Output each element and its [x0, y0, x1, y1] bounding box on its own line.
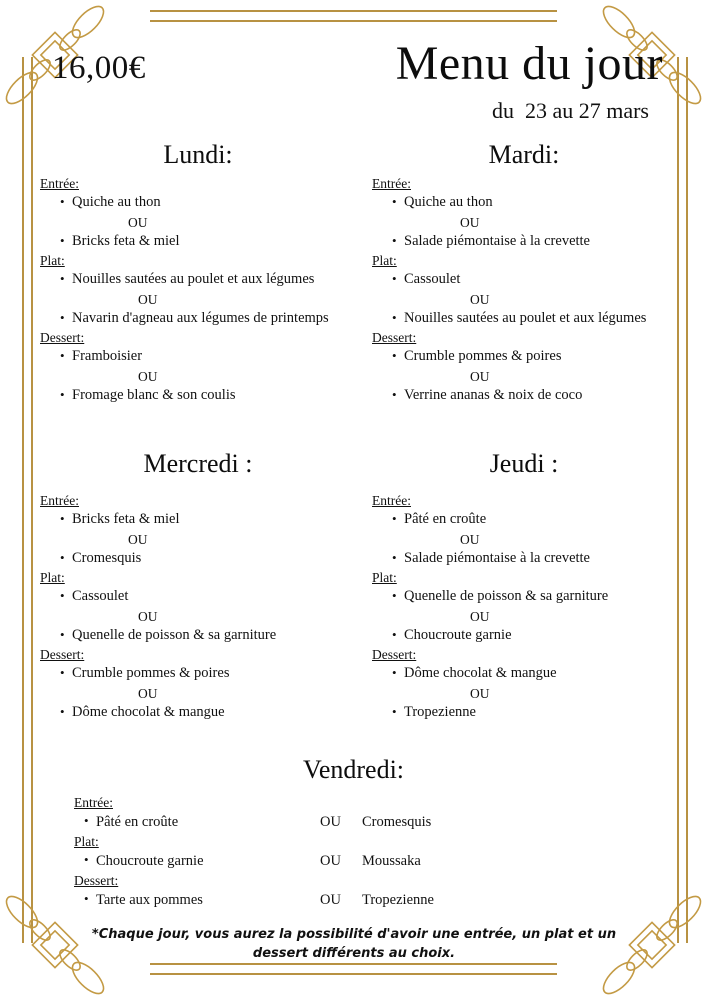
- or-separator: OU: [470, 291, 490, 307]
- course-items-plat: [38, 270, 358, 328]
- or-separator: OU: [320, 814, 341, 830]
- row-spacer: [38, 405, 678, 449]
- course-items-entree: [38, 510, 358, 568]
- menu-item: • Pâté en croûte: [392, 510, 678, 530]
- or-separator: OU: [460, 531, 480, 547]
- menu-item: • Cassoulet: [60, 587, 358, 607]
- menu-item: • Salade piémontaise à la crevette: [392, 549, 678, 569]
- or-separator: OU: [320, 892, 341, 908]
- course-label-dessert: Dessert:: [74, 873, 119, 888]
- menu-item: • Nouilles sautées au poulet et aux légumes: [60, 270, 358, 290]
- course-label-dessert: Dessert:: [372, 647, 417, 662]
- menu-item: • Dôme chocolat & mangue: [60, 703, 358, 723]
- menu-date-range: du 23 au 27 mars: [491, 98, 649, 123]
- menu-item: • Bricks feta & miel: [60, 510, 358, 530]
- menu-item: • Quenelle de poisson & sa garniture: [392, 587, 678, 607]
- course-items-dessert: [370, 664, 678, 722]
- weekday-row-2: [38, 449, 678, 722]
- menu-item-alternate: Moussaka: [362, 853, 421, 869]
- weekday-grid: [38, 140, 678, 722]
- menu-item: • Framboisier: [60, 347, 358, 367]
- or-separator: OU: [460, 214, 480, 230]
- course-label-entree: Entrée:: [74, 795, 113, 810]
- course-items-dessert: [38, 347, 358, 405]
- menu-item: • Quiche au thon: [60, 193, 358, 213]
- menu-item: • Cassoulet: [392, 270, 678, 290]
- frame-rule-bottom-outer: [150, 973, 557, 975]
- menu-item-alternate: Cromesquis: [362, 814, 432, 830]
- or-separator: OU: [138, 685, 158, 701]
- page-title: Menu du jour: [395, 37, 663, 90]
- weekday-row-1: [38, 140, 678, 405]
- or-separator: OU: [128, 531, 148, 547]
- day-title-mercredi: Mercredi :: [143, 449, 253, 478]
- course-label-plat: Plat:: [372, 253, 397, 268]
- vendredi-plat-line: [72, 851, 542, 871]
- course-items-dessert: [370, 347, 678, 405]
- menu-item: • Fromage blanc & son coulis: [60, 386, 358, 406]
- menu-item: • Dôme chocolat & mangue: [392, 664, 678, 684]
- or-separator: OU: [470, 608, 490, 624]
- course-items-plat: [370, 270, 678, 328]
- menu-item: • Bricks feta & miel: [60, 232, 358, 252]
- menu-header: [0, 0, 707, 135]
- course-label-plat: Plat:: [74, 834, 99, 849]
- menu-item: • Choucroute garnie: [392, 626, 678, 646]
- day-column-lundi: [38, 140, 358, 405]
- course-label-entree: Entrée:: [372, 176, 411, 191]
- course-label-entree: Entrée:: [40, 493, 79, 508]
- course-items-plat: [370, 587, 678, 645]
- day-column-mercredi: [38, 449, 358, 722]
- vendredi-body: [72, 795, 542, 910]
- menu-item: • Salade piémontaise à la crevette: [392, 232, 678, 252]
- day-title-mardi: Mardi:: [488, 140, 560, 169]
- menu-item: • Tarte aux pommes: [72, 890, 320, 910]
- day-column-mardi: [358, 140, 678, 405]
- course-label-plat: Plat:: [372, 570, 397, 585]
- menu-item: • Crumble pommes & poires: [392, 347, 678, 367]
- menu-footnote: *Chaque jour, vous aurez la possibilité d'avoir une entrée, un plat et un dessert différents au choix.: [91, 927, 617, 961]
- course-label-dessert: Dessert:: [40, 647, 85, 662]
- course-items-entree: [370, 510, 678, 568]
- or-separator: OU: [128, 214, 148, 230]
- course-label-dessert: Dessert:: [372, 330, 417, 345]
- day-section-vendredi: [0, 755, 707, 910]
- or-separator: OU: [470, 685, 490, 701]
- menu-item: • Quenelle de poisson & sa garniture: [60, 626, 358, 646]
- menu-item: • Choucroute garnie: [72, 851, 320, 871]
- menu-item: • Navarin d'agneau aux légumes de printemps: [60, 309, 358, 329]
- course-label-entree: Entrée:: [372, 493, 411, 508]
- course-label-plat: Plat:: [40, 253, 65, 268]
- day-column-jeudi: [358, 449, 678, 722]
- menu-item: • Pâté en croûte: [72, 812, 320, 832]
- or-separator: OU: [138, 368, 158, 384]
- day-title-jeudi: Jeudi :: [489, 449, 559, 478]
- course-items-plat: [38, 587, 358, 645]
- course-label-dessert: Dessert:: [40, 330, 85, 345]
- course-items-entree: [370, 193, 678, 251]
- course-items-entree: [38, 193, 358, 251]
- day-title-vendredi: Vendredi:: [302, 755, 405, 784]
- or-separator: OU: [470, 368, 490, 384]
- menu-item-alternate: Tropezienne: [362, 892, 434, 908]
- vendredi-dessert-line: [72, 890, 542, 910]
- or-separator: OU: [138, 291, 158, 307]
- or-separator: OU: [320, 853, 341, 869]
- day-title-lundi: Lundi:: [163, 140, 233, 169]
- course-items-dessert: [38, 664, 358, 722]
- menu-item: • Tropezienne: [392, 703, 678, 723]
- menu-item: • Quiche au thon: [392, 193, 678, 213]
- menu-item: • Crumble pommes & poires: [60, 664, 358, 684]
- menu-item: • Cromesquis: [60, 549, 358, 569]
- frame-rule-bottom-inner: [150, 963, 557, 965]
- menu-item: • Nouilles sautées au poulet et aux légumes: [392, 309, 678, 329]
- course-label-plat: Plat:: [40, 570, 65, 585]
- vendredi-entree-line: [72, 812, 542, 832]
- or-separator: OU: [138, 608, 158, 624]
- menu-item: • Verrine ananas & noix de coco: [392, 386, 678, 406]
- course-label-entree: Entrée:: [40, 176, 79, 191]
- menu-price: 16,00€: [52, 50, 146, 86]
